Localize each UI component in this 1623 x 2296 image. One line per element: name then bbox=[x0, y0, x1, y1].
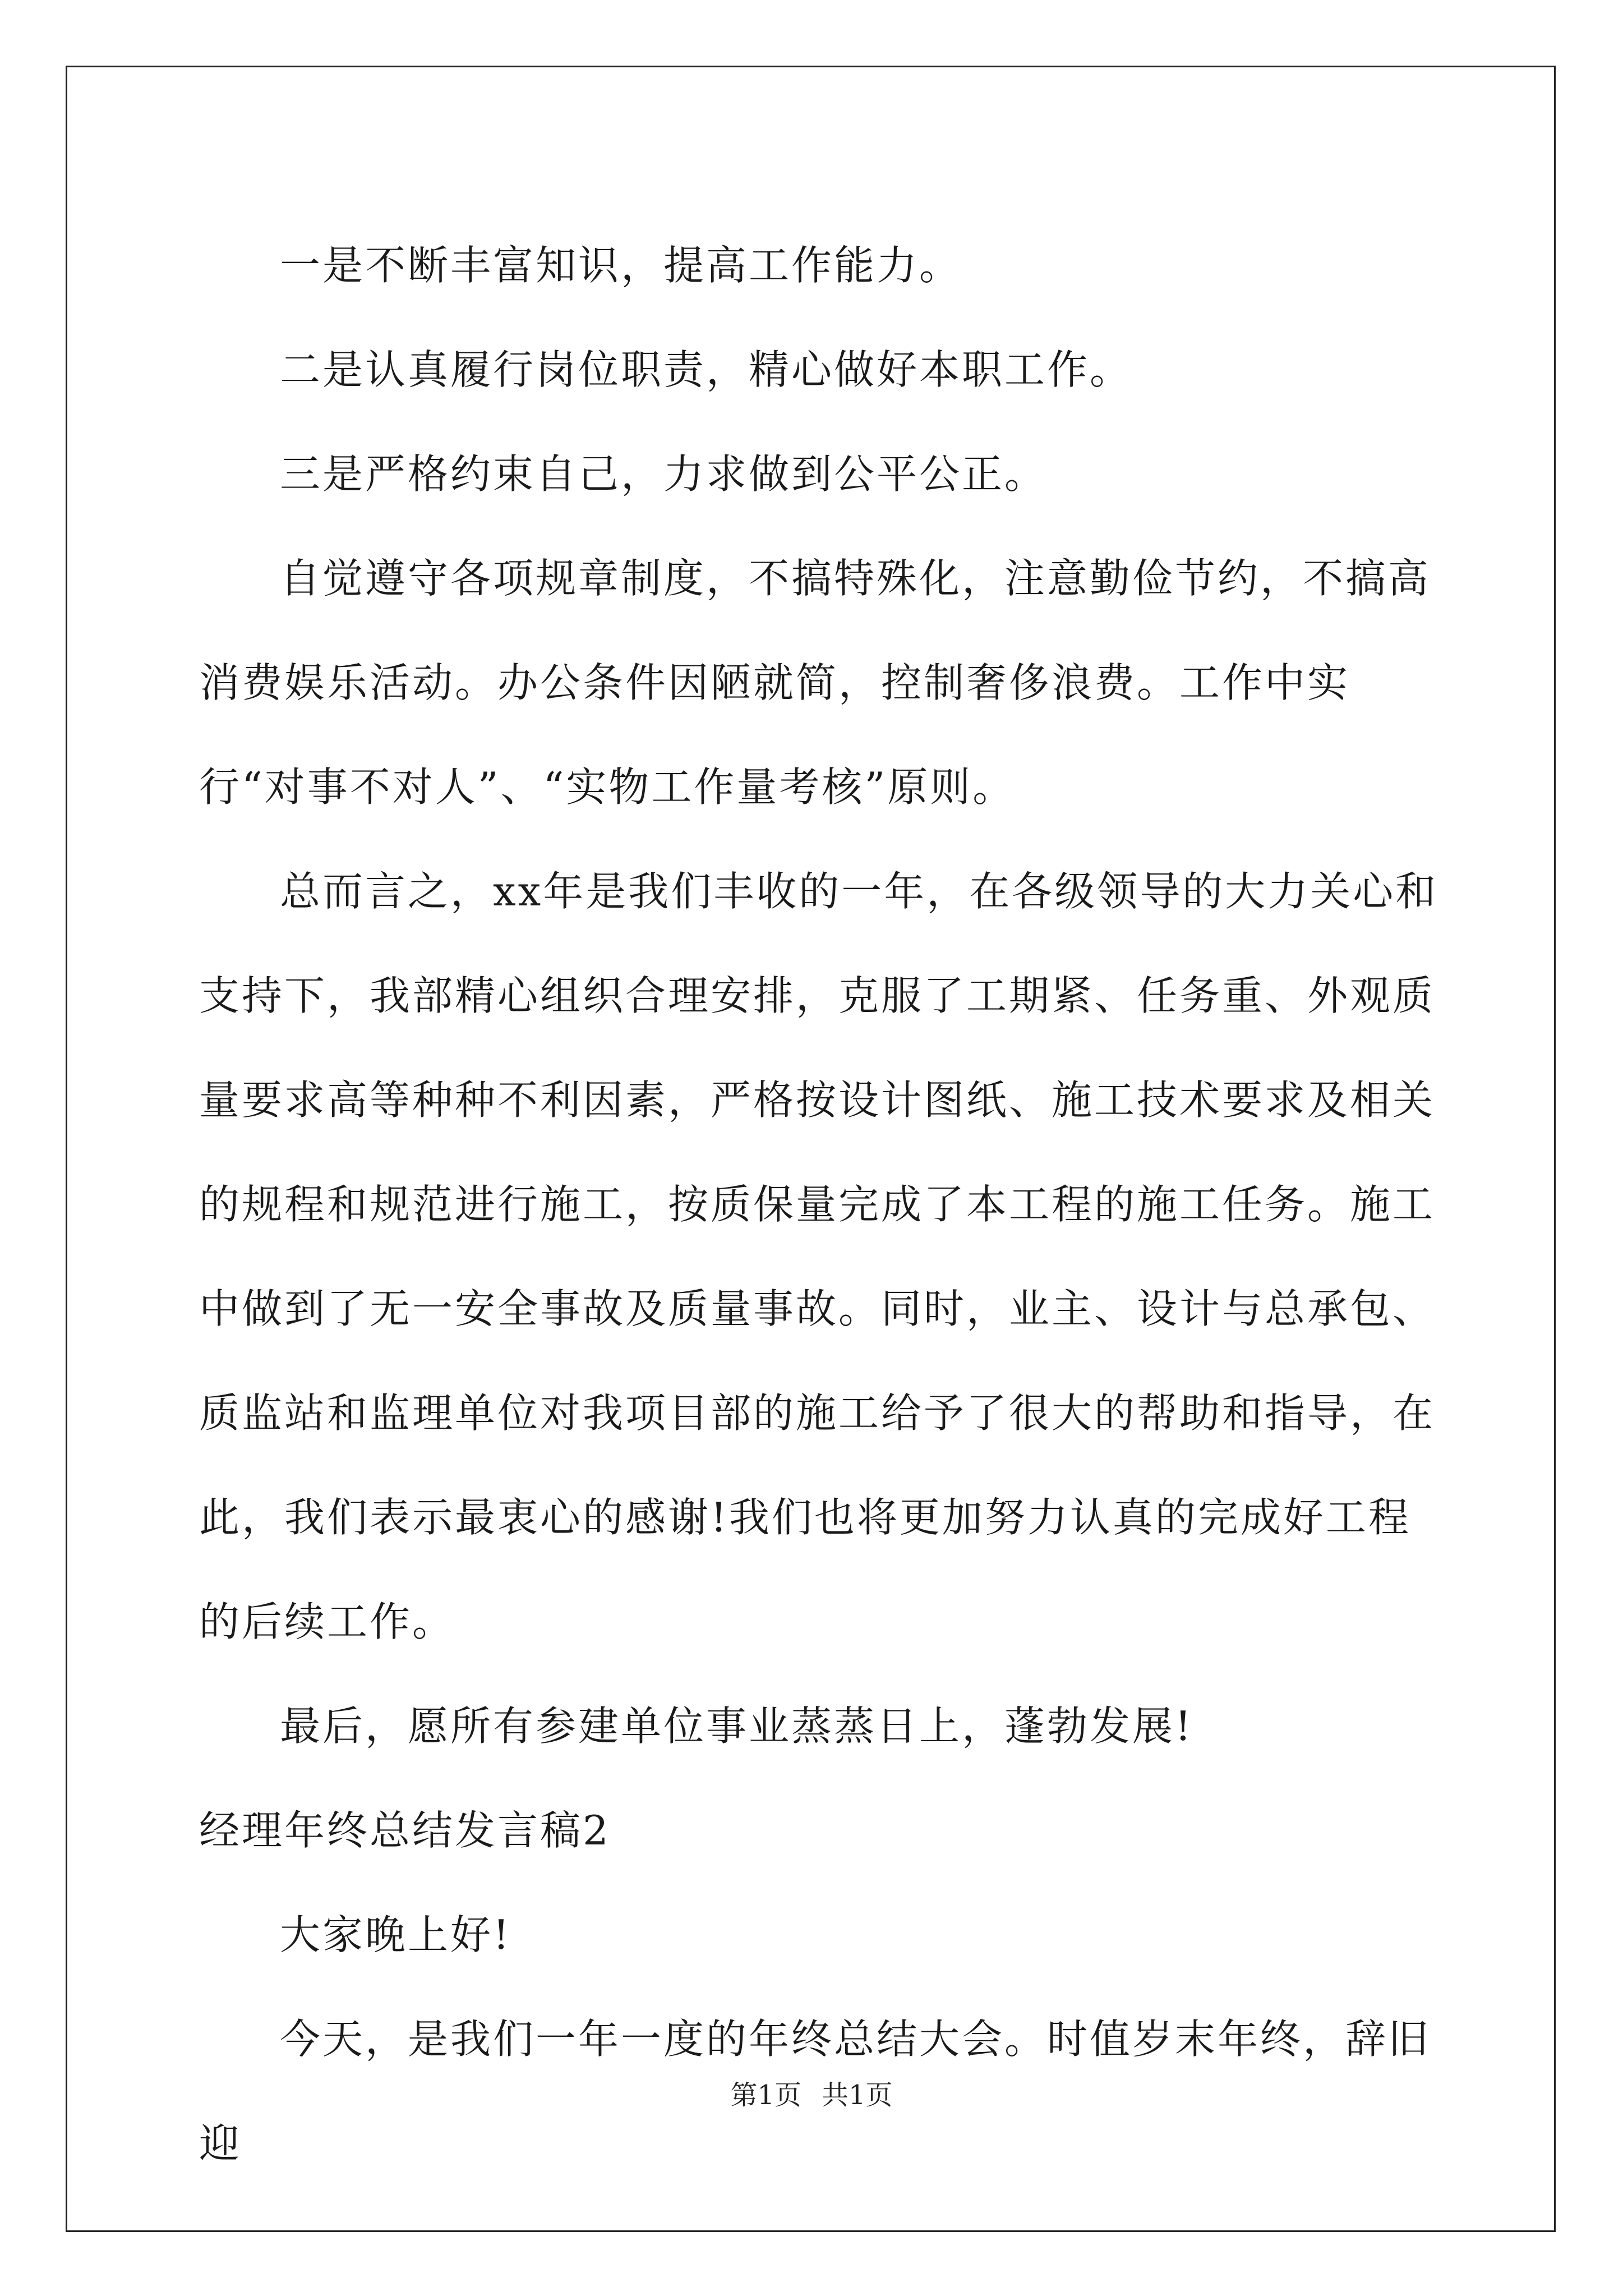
opening-paragraph: 今天，是我们一年一度的年终总结大会。时值岁末年终，辞旧迎 bbox=[199, 2016, 1431, 2167]
paragraph-3: 三是严格约束自己，力求做到公平公正。 bbox=[280, 450, 1048, 498]
paragraph-1: 一是不断丰富知识，提高工作能力。 bbox=[280, 242, 962, 289]
paragraph-2: 二是认真履行岗位职责，精心做好本职工作。 bbox=[280, 346, 1133, 393]
paragraph-6: 最后，愿所有参建单位事业蒸蒸日上，蓬勃发展! bbox=[280, 1703, 1193, 1750]
page-total: 共1页 bbox=[822, 2079, 893, 2111]
paragraph-5: 总而言之，xx年是我们丰收的一年，在各级领导的大力关心和支持下，我部精心组织合理安排，克服了工期紧、任务重、外观质量要求高等种种不利因素，严格按设计图纸、施工技术要求及相关的规程和规范进行施工，按质保量完成了本工程的施工任务。施工中做到了无一安全事故及质量事故。同时，业主、设计与总承包、质监站和监理单位对我项目部的施工给予了很大的帮助和指导，在此，我们表示最衷心的感谢!我们也将更加努力认真的完成好工程的后续工作。 bbox=[199, 868, 1438, 1645]
page-footer bbox=[0, 2078, 1623, 2112]
greeting-paragraph: 大家晚上好! bbox=[280, 1911, 511, 1958]
section-heading: 经理年终总结发言稿2 bbox=[199, 1807, 611, 1854]
document-body bbox=[199, 213, 1450, 2196]
page-number: 第1页 bbox=[730, 2079, 801, 2111]
paragraph-4: 自觉遵守各项规章制度，不搞特殊化，注意勤俭节约，不搞高消费娱乐活动。办公条件因陋就简，控制奢侈浪费。工作中实行“对事不对人”、“实物工作量考核”原则。 bbox=[199, 555, 1431, 811]
